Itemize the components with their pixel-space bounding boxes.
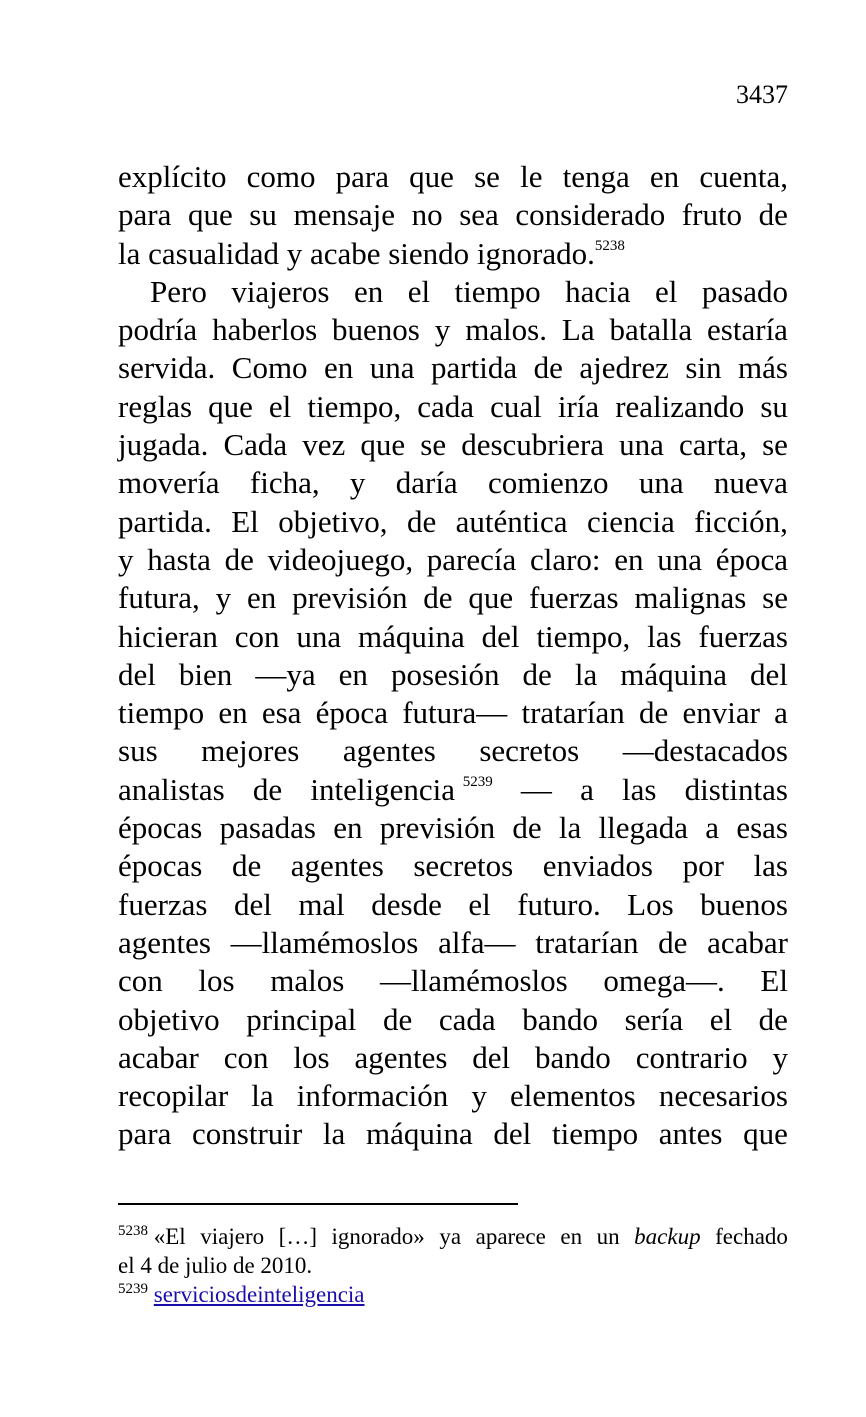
word: a	[580, 771, 594, 807]
word: fuerzas	[118, 886, 208, 922]
word: tiempo	[551, 1116, 639, 1152]
body-line	[118, 1001, 788, 1039]
word: La	[561, 312, 595, 348]
word: tiempo,	[307, 388, 402, 424]
word: haberlos	[212, 312, 318, 348]
word: el	[268, 388, 292, 424]
word: secretos	[479, 733, 580, 769]
word: una	[369, 350, 415, 386]
word: explícito	[118, 159, 227, 194]
body-line	[118, 1039, 788, 1077]
word: la	[574, 656, 598, 692]
word: pasado	[701, 273, 788, 309]
word: se	[762, 580, 788, 616]
word: en	[246, 580, 277, 616]
word: ya	[439, 1224, 462, 1249]
body-line	[118, 235, 788, 273]
word: daría	[395, 465, 458, 501]
word: épocas	[118, 848, 203, 884]
word: omega—.	[603, 963, 725, 999]
body-line	[118, 732, 788, 770]
body-line	[118, 924, 788, 962]
word: de	[252, 771, 283, 807]
body-line	[118, 311, 788, 349]
word: principal	[246, 1001, 357, 1037]
word: que	[360, 427, 406, 463]
body-line	[118, 349, 788, 387]
word: inteligencia $^{5239}$	[310, 771, 493, 807]
word: objetivo,	[278, 503, 388, 539]
word: esa	[261, 695, 302, 731]
word: su	[249, 197, 277, 233]
word: con	[118, 963, 163, 999]
body-line	[118, 196, 788, 234]
word: carta,	[679, 427, 747, 463]
word: El	[760, 963, 788, 999]
word: malos.	[465, 312, 547, 348]
word: del	[481, 618, 520, 654]
word: podría	[118, 312, 198, 348]
word: le	[520, 159, 543, 194]
word: agentes	[118, 924, 211, 960]
word: posesión	[390, 656, 500, 692]
word: mejores	[201, 733, 300, 769]
word: partida	[431, 350, 518, 386]
word: descubriera	[461, 427, 605, 463]
word: futura,	[118, 580, 200, 616]
word: en	[353, 273, 384, 309]
word: servida.	[118, 350, 216, 386]
word: en	[333, 810, 363, 846]
word: movería	[118, 465, 220, 501]
body-line	[118, 579, 788, 617]
word: ficción,	[694, 503, 788, 539]
word: futura—	[402, 695, 508, 731]
word: alfa—	[438, 924, 516, 960]
word: construir	[192, 1116, 303, 1152]
word: tiempo	[118, 695, 205, 731]
body-line	[118, 618, 788, 656]
word: más	[738, 350, 788, 386]
word: las	[622, 771, 657, 807]
footnote-number: 5238	[118, 1223, 148, 1239]
word: sus	[118, 733, 158, 769]
word: un	[596, 1224, 620, 1249]
footnote-divider	[118, 1203, 518, 1205]
word: contrario	[635, 1039, 748, 1075]
word: máquina	[620, 656, 727, 692]
word: aparece	[475, 1224, 546, 1249]
word: en	[614, 541, 644, 577]
word: para	[118, 1116, 172, 1152]
word: mal	[298, 886, 345, 922]
word: en	[338, 656, 368, 692]
word: a	[705, 810, 720, 846]
word: fruto	[681, 197, 743, 233]
page-number: 3437	[736, 80, 788, 109]
word: una	[657, 541, 702, 577]
word: de	[224, 541, 254, 577]
word: que	[409, 159, 454, 194]
word: elementos	[510, 1078, 636, 1114]
word: antes	[658, 1116, 723, 1152]
word: agentes	[290, 848, 384, 884]
word: no	[411, 197, 443, 233]
word: sería	[624, 1001, 684, 1037]
body-line	[118, 1077, 788, 1115]
word: de	[512, 810, 542, 846]
word: Pero	[150, 273, 207, 309]
body-line	[118, 809, 788, 847]
word: […]	[278, 1224, 317, 1249]
line-text: la casualidad y acabe siendo ignorado.	[118, 235, 595, 271]
word: desde	[371, 886, 442, 922]
word: tiempo,	[536, 618, 631, 654]
word: agentes	[354, 1039, 448, 1075]
body-line	[118, 388, 788, 426]
word: bando	[522, 1001, 598, 1037]
word: ignorado»	[331, 1224, 425, 1249]
word: vez	[302, 427, 346, 463]
body-line	[118, 273, 788, 311]
word: y	[471, 1078, 487, 1114]
body-line	[118, 886, 788, 924]
word: el	[709, 1001, 733, 1037]
word: la	[251, 1078, 274, 1114]
word: previsión	[379, 810, 496, 846]
footnote-number: 5239	[118, 1281, 148, 1297]
word: acabar	[118, 1039, 199, 1075]
word: Como	[231, 350, 308, 386]
word: y	[434, 312, 451, 348]
word: malos	[270, 963, 345, 999]
body-line	[118, 503, 788, 541]
word: hacia	[565, 273, 631, 309]
word: —	[520, 771, 552, 807]
word: los	[293, 1039, 330, 1075]
word: del	[750, 656, 788, 692]
word: tratarían	[521, 695, 625, 731]
body-line	[118, 656, 788, 694]
word: por	[682, 848, 724, 884]
word: batalla	[609, 312, 693, 348]
word: acabar	[707, 924, 788, 960]
word: nueva	[713, 465, 788, 501]
word: tiempo	[454, 273, 541, 309]
word: del	[118, 656, 156, 692]
body-line	[118, 1115, 788, 1153]
word: época	[715, 541, 788, 577]
body-text	[118, 158, 788, 1154]
word: de	[231, 848, 262, 884]
word: sin	[685, 350, 722, 386]
body-line	[118, 694, 788, 732]
word: una	[638, 465, 684, 501]
word: secretos	[413, 848, 514, 884]
word: agentes	[342, 733, 436, 769]
word: la	[558, 810, 582, 846]
word: El	[231, 503, 259, 539]
word: ficha,	[249, 465, 320, 501]
word: llegada	[598, 810, 689, 846]
word: de	[406, 503, 437, 539]
word: tratarían	[535, 924, 639, 960]
word: que	[468, 580, 514, 616]
word: partida.	[118, 503, 212, 539]
word: objetivo	[118, 1001, 220, 1037]
word: el	[655, 273, 678, 309]
word: comienzo	[488, 465, 609, 501]
word: tenga	[562, 159, 630, 194]
word: buenos	[700, 886, 788, 922]
word: cuenta,	[699, 159, 788, 194]
word: Cada	[223, 427, 288, 463]
word: iría	[557, 388, 600, 424]
word: estaría	[707, 312, 788, 348]
word: en	[324, 350, 354, 386]
word: enviados	[542, 848, 653, 884]
word: máquina	[357, 618, 465, 654]
footnote-5238-line-1	[118, 1222, 788, 1251]
word: para	[335, 159, 390, 194]
word: a	[774, 695, 788, 731]
word: para	[118, 197, 172, 233]
word: y	[772, 1039, 788, 1075]
word: distintas	[684, 771, 788, 807]
body-line	[118, 847, 788, 885]
word: de	[533, 350, 563, 386]
word: una	[296, 618, 342, 654]
word: viajero	[200, 1224, 265, 1249]
word: videojuego,	[267, 541, 414, 577]
word: hicieran	[118, 618, 218, 654]
body-line	[118, 771, 788, 809]
word: se	[420, 427, 447, 463]
word: su	[760, 388, 788, 424]
word: fechado	[715, 1224, 788, 1249]
word-italic: backup	[634, 1224, 701, 1249]
word: en	[560, 1224, 583, 1249]
word: malignas	[634, 580, 747, 616]
word: reglas	[118, 388, 193, 424]
word: el	[468, 886, 491, 922]
word: bando	[535, 1039, 611, 1075]
word: de	[658, 924, 688, 960]
word: épocas	[118, 810, 203, 846]
word: de	[638, 695, 669, 731]
word: Los	[627, 886, 674, 922]
word: cual	[490, 388, 542, 424]
word: la	[322, 1116, 346, 1152]
word: viajeros	[231, 273, 330, 309]
body-line	[118, 426, 788, 464]
word: analistas	[118, 771, 225, 807]
body-line	[118, 158, 788, 196]
footnote-link-serviciosdeinteligencia[interactable]: serviciosdeinteligencia	[153, 1282, 365, 1307]
word: que	[208, 388, 253, 424]
word: época	[315, 695, 388, 731]
word: que	[187, 197, 233, 233]
word: enviar	[682, 695, 760, 731]
footnote-start: $^{5238}$ «El	[118, 1223, 186, 1249]
body-line	[118, 962, 788, 1000]
word: se	[474, 159, 500, 194]
word: de	[522, 656, 552, 692]
word: como	[246, 159, 316, 194]
word: una	[619, 427, 664, 463]
word: jugada.	[118, 427, 209, 463]
word: auténtica	[455, 503, 568, 539]
word: del	[493, 1116, 532, 1152]
footnote-ref-5238: 5238	[594, 237, 625, 254]
word: sea	[459, 197, 499, 233]
word: —ya	[255, 656, 316, 692]
word: las	[753, 848, 788, 884]
word: pasadas	[219, 810, 316, 846]
word: —llamémoslos	[379, 963, 568, 999]
word: claro:	[529, 541, 601, 577]
word: con	[234, 618, 280, 654]
word: máquina	[365, 1116, 473, 1152]
word: en	[218, 695, 248, 731]
word: previsión	[292, 580, 408, 616]
word: cada	[417, 388, 475, 424]
word: del	[472, 1039, 511, 1075]
footnotes	[118, 1222, 788, 1309]
footnote-ref-5239: 5239	[462, 773, 493, 790]
word: necesarios	[658, 1078, 788, 1114]
word: con	[223, 1039, 269, 1075]
word: del	[233, 886, 272, 922]
word: bien	[178, 656, 233, 692]
body-line	[118, 464, 788, 502]
word: cada	[438, 1001, 496, 1037]
word: de	[758, 1001, 788, 1037]
word: en	[649, 159, 680, 194]
word: de	[758, 197, 788, 233]
word: ajedrez	[579, 350, 669, 386]
word: parecía	[426, 541, 517, 577]
word: información	[296, 1078, 449, 1114]
word: se	[762, 427, 788, 463]
word: esas	[736, 810, 788, 846]
word: y	[118, 541, 134, 577]
word: que	[743, 1116, 788, 1152]
word: hasta	[147, 541, 211, 577]
word: fuerzas	[529, 580, 619, 616]
word: ciencia	[586, 503, 675, 539]
word: las	[647, 618, 682, 654]
footnote-5238-line-2: el 4 de julio de 2010.	[118, 1253, 313, 1278]
word: recopilar	[118, 1078, 229, 1114]
word: y	[215, 580, 232, 616]
word: futuro.	[517, 886, 601, 922]
word: y	[349, 465, 366, 501]
word: el	[407, 273, 431, 309]
word: de	[423, 580, 453, 616]
word: fuerzas	[698, 618, 788, 654]
footnote-5239	[118, 1280, 788, 1309]
word: realizando	[615, 388, 745, 424]
word: considerado	[515, 197, 666, 233]
word: —llamémoslos	[230, 924, 419, 960]
word: mensaje	[293, 197, 396, 233]
word: los	[198, 963, 235, 999]
word: —destacados	[622, 733, 788, 769]
word: de	[382, 1001, 413, 1037]
body-line	[118, 541, 788, 579]
word: buenos	[332, 312, 420, 348]
